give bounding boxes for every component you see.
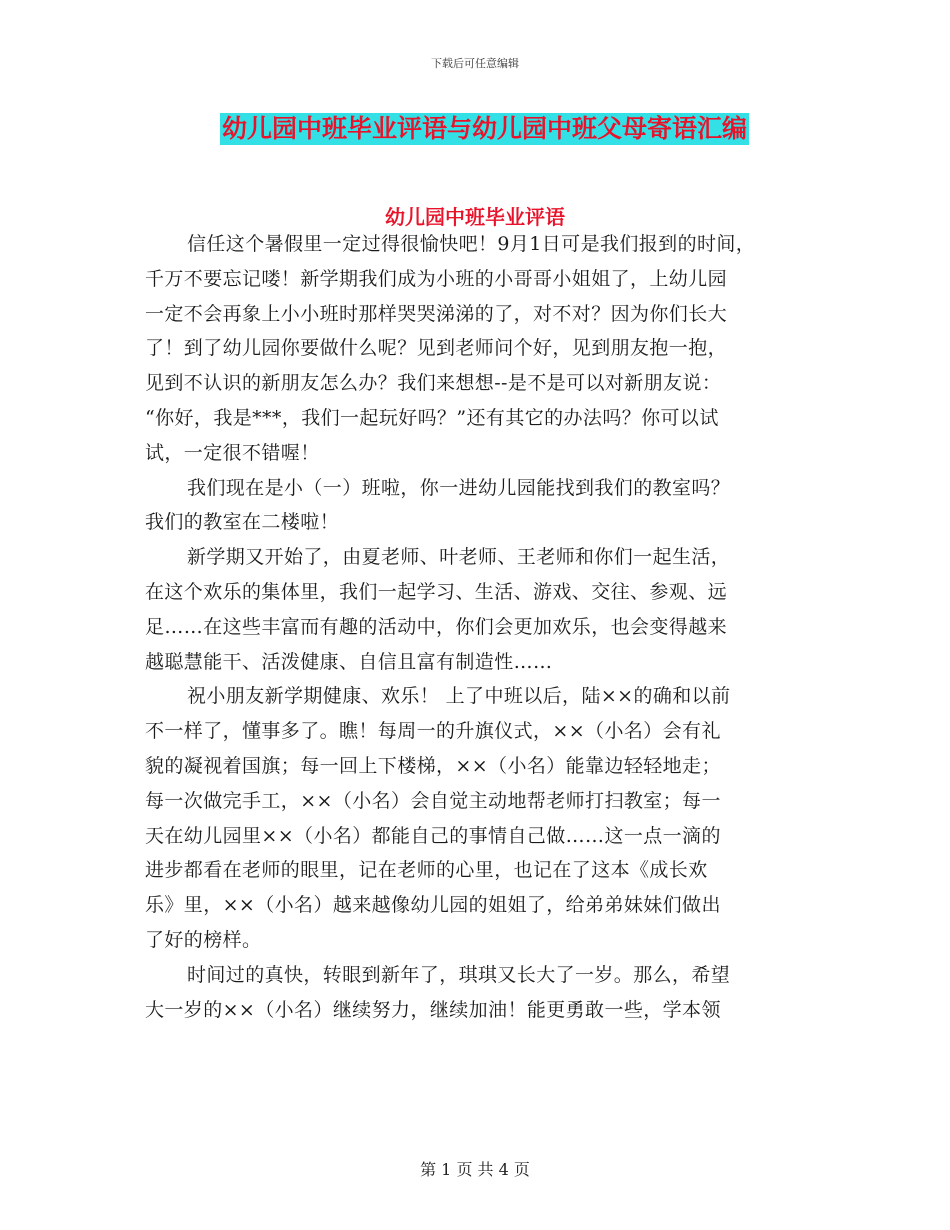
paragraph — [145, 540, 815, 679]
text-line: 了！到了幼儿园你要做什么呢？见到老师问个好，见到朋友抱一抱， — [145, 337, 728, 360]
text-line: 试，一定很不错喔！ — [145, 441, 320, 464]
text-line: 不一样了，懂事多了。瞧！每周一的升旗仪式，××（小名）会有礼 — [145, 720, 721, 743]
text-line: 足……在这些丰富而有趣的活动中，你们会更加欢乐，也会变得越来 — [145, 615, 728, 638]
document-body — [145, 227, 815, 1027]
text-line: 一定不会再象上小小班时那样哭哭涕涕的了，对不对？因为你们长大 — [145, 302, 728, 325]
text-line: 每一次做完手工，××（小名）会自觉主动地帮老师打扫教室；每一 — [145, 789, 721, 812]
text-line: 祝小朋友新学期健康、欢乐！ 上了中班以后，陆××的确和以前 — [187, 685, 731, 708]
text-line: 大一岁的××（小名）继续努力，继续加油！能更勇敢一些，学本领 — [145, 998, 721, 1021]
text-line: 了好的榜样。 — [145, 928, 262, 951]
text-line: 信任这个暑假里一定过得很愉快吧！9月1日可是我们报到的时间， — [187, 233, 756, 255]
paragraph — [145, 679, 815, 957]
page-footer: 第 1 页 共 4 页 — [420, 1160, 530, 1179]
section-title: 幼儿园中班毕业评语 — [385, 205, 565, 229]
text-line: 新学期又开始了，由夏老师、叶老师、王老师和你们一起生活， — [187, 546, 731, 569]
text-line: 我们现在是小（一）班啦，你一进幼儿园能找到我们的教室吗？ — [187, 476, 731, 499]
text-line: 越聪慧能干、活泼健康、自信且富有制造性…… — [145, 650, 553, 673]
text-line: 千万不要忘记喽！新学期我们成为小班的小哥哥小姐姐了，上幼儿园 — [145, 267, 728, 290]
text-line: “你好，我是***，我们一起玩好吗？”还有其它的办法吗？你可以试 — [145, 406, 719, 429]
paragraph — [145, 471, 815, 541]
text-line: 貌的凝视着国旗；每一回上下楼梯，××（小名）能靠边轻轻地走； — [145, 754, 721, 777]
text-line: 时间过的真快，转眼到新年了，琪琪又长大了一岁。那么，希望 — [187, 963, 731, 986]
text-line: 我们的教室在二楼啦！ — [145, 511, 340, 534]
document-title: 幼儿园中班毕业评语与幼儿园中班父母寄语汇编 — [222, 114, 748, 143]
page-header-note: 下载后可任意编辑 — [431, 57, 519, 70]
text-line: 天在幼儿园里××（小名）都能自己的事情自己做……这一点一滴的 — [145, 824, 721, 847]
text-line: 进步都看在老师的眼里，记在老师的心里，也记在了这本《成长欢 — [145, 859, 708, 882]
text-line: 见到不认识的新朋友怎么办？我们来想想--是不是可以对新朋友说： — [145, 372, 722, 395]
paragraph — [145, 227, 815, 471]
paragraph — [145, 958, 815, 1028]
text-line: 在这个欢乐的集体里，我们一起学习、生活、游戏、交往、参观、远 — [145, 580, 728, 603]
text-line: 乐》里，××（小名）越来越像幼儿园的姐姐了，给弟弟妹妹们做出 — [145, 894, 721, 917]
